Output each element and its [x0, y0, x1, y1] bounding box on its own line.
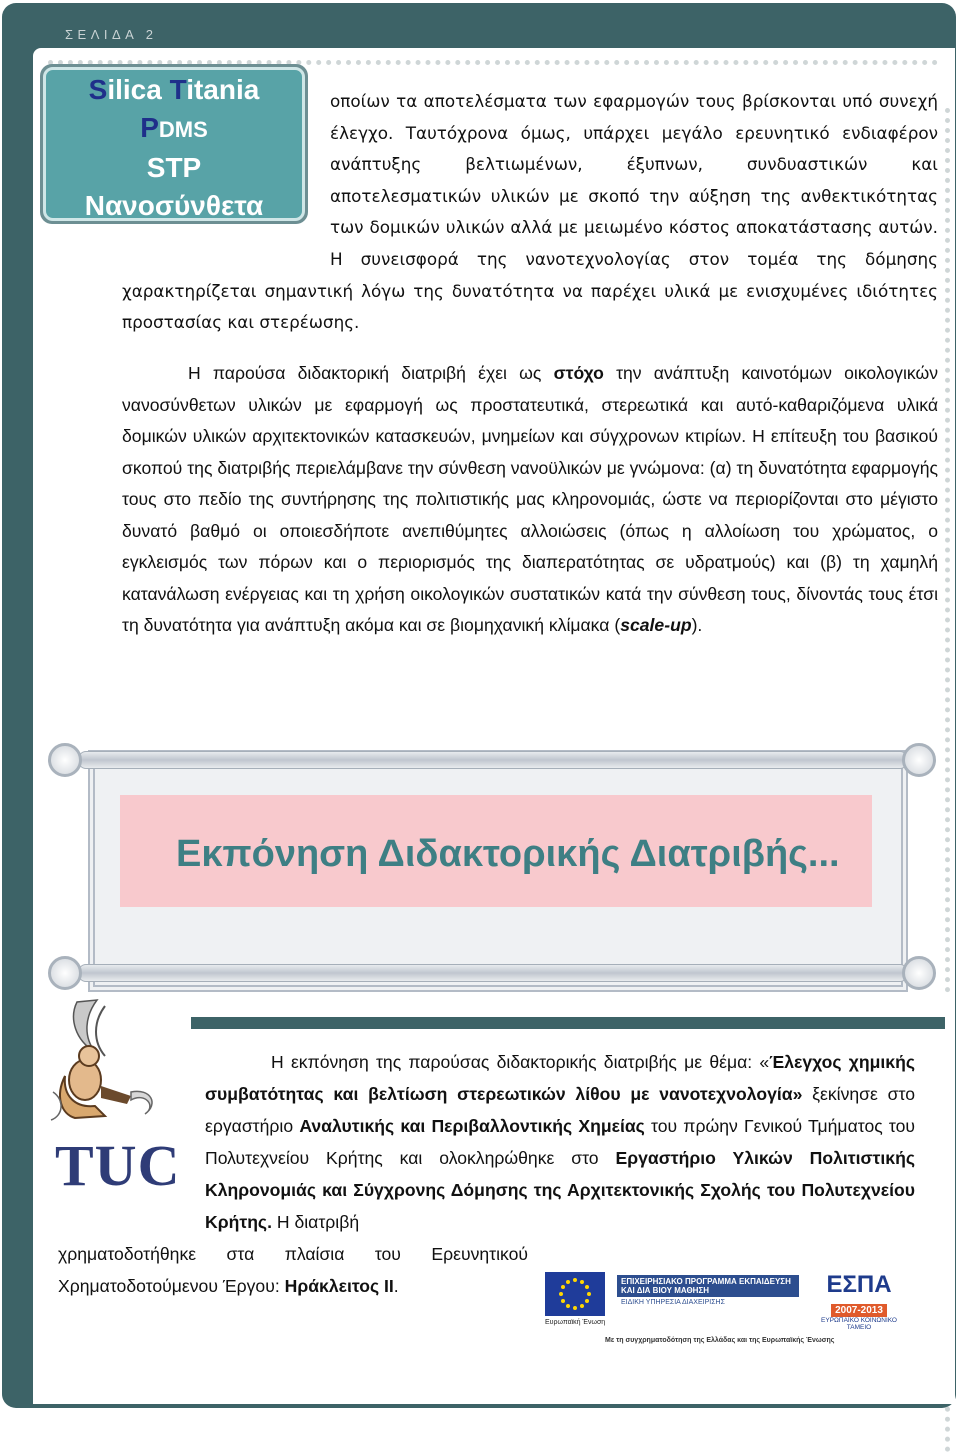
logo-text: itania [186, 74, 260, 105]
tuc-label: TUC [55, 1133, 181, 1198]
logo-letter: S [88, 74, 108, 105]
op-logo [617, 1275, 799, 1331]
funding-bold: Ηράκλειτος ΙΙ [284, 1276, 394, 1296]
thesis-paragraph [205, 1046, 915, 1238]
eu-flag-icon [545, 1272, 605, 1316]
intro-text: οποίων τα αποτελέσματα των εφαρμογών τους βρίσκονται υπό συνεχή έλεγχο. Ταυτόχρονα όμως, υπάρχει μεγάλο ερευνητικό ενδιαφέρον ανάπτυξης βελτιωμένων, έξυπνων, συνδυαστικών και αποτελεσματικών υλικών με σκοπό την αύξηση της ανθεκτικότητας των δομικών υλικών αλλά με μειωμένο κόστος αποκατάστασης αυτών. Η συνεισφορά της νανοτεχνολογίας στον τομέα της δόμησης χαρακτηρίζεται σημαντική λόγω της δυνατότητα να παρέχει υλικά με ενισχυμένες ιδιότητες προστασίας και στερέωσης. [122, 91, 938, 333]
objective-bold: στόχο [553, 363, 604, 383]
objective-text: Η παρούσα διδακτορική διατριβή έχει ως [188, 363, 554, 383]
thesis-text: Η διατριβή [271, 1212, 360, 1232]
logo-text: STP [146, 152, 202, 183]
sphinx-icon [35, 996, 165, 1131]
funding-text: χρηματοδοτήθηκε στα πλαίσια του Ερευνητικού Χρηματοδοτούμενου Έργου: [58, 1244, 528, 1296]
funding-text: . [393, 1276, 399, 1296]
espa-fund: ΕΥΡΩΠΑΪΚΟ ΚΟΙΝΩΝΙΚΟ ΤΑΜΕΙΟ [821, 1317, 897, 1331]
banner-title: Εκπόνηση Διδακτορικής Διατριβής... [176, 833, 840, 875]
tuc-logo [35, 996, 190, 1196]
page-label: ΣΕΛΙΔΑ 2 [65, 27, 158, 42]
espa-label: ΕΣΠΑ [826, 1271, 892, 1298]
sponsor-caption: Με τη συγχρηματοδότηση της Ελλάδας και της Ευρωπαϊκής Ένωσης [605, 1337, 835, 1344]
funding-paragraph [58, 1238, 528, 1302]
op-subtitle: ΕΙΔΙΚΗ ΥΠΗΡΕΣΙΑ ΔΙΑΧΕΙΡΙΣΗΣ [621, 1299, 725, 1306]
espa-logo [811, 1272, 907, 1332]
thesis-bold: Εργαστήριο Υλικών Πολιτιστικής Κληρονομιάς και Σύγχρονης Δόμησης της Αρχιτεκτονικής Σχολής του Πολυτεχνείου Κρήτης. [205, 1148, 915, 1232]
logo-letter: P [140, 112, 159, 143]
logo-text: ilica [107, 74, 170, 105]
objective-italic: scale-up [620, 615, 692, 635]
thesis-text: ξεκίνησε στο εργαστήριο [205, 1084, 915, 1136]
thesis-text: του πρώην Γενικού Τμήματος του Πολυτεχνείου Κρήτης και ολοκληρώθηκε στο [205, 1116, 915, 1168]
thesis-bold: Έλεγχος χημικής συμβατότητας και βελτίωση στερεωτικών λίθου με νανοτεχνολογία» [205, 1052, 915, 1104]
sponsor-logos [545, 1272, 907, 1352]
intro-paragraph [122, 86, 938, 339]
objective-text: ). [691, 615, 703, 635]
thesis-text: Η εκπόνηση της παρούσας διδακτορικής διατριβής με θέμα: « [271, 1052, 770, 1072]
espa-years: 2007-2013 [831, 1304, 887, 1317]
logo-text: DMS [158, 117, 208, 142]
logo-text: Νανοσύνθετα [84, 190, 264, 221]
objective-text: την ανάπτυξη καινοτόμων οικολογικών νανοσύνθετων υλικών με εφαρμογή ως προστατευτικά, στερεωτικά και αυτό-καθαριζόμενα υλικά δομικών υλικών αρχιτεκτονικών κατασκευών, μνημείων και σύγχρονων κτιρίων. Η επίτευξη του βασικού σκοπού της διατριβής περιελάμβανε την σύνθεση νανοϋλικών με γνώμονα: (α) τη δυνατότητα εφαρμογής τους στο πεδίο της συντήρησης της πολιτιστικής μας κληρονομιάς, ώστε να περιορίζονται στο μέγιστο δυνατό βαθμό οι οποιεσδήποτε ανεπιθύμητες αλλοιώσεις (όπως η αλλοίωση του χρώματος, ο εγκλεισμός των πόρων και ο περιορισμός της διαπερατότητας σε υδρατμούς) και (β) τη χαμηλή κατανάλωση ενέργειας και τη χρήση οικολογικών συστατικών κατά την σύνθεση τους, δίνοντάς τους έτσι τη δυνατότητα για ανάπτυξη ακόμα και σε βιομηχανική κλίμακα ( [122, 363, 938, 635]
objective-paragraph [122, 358, 938, 642]
logo-letter: T [169, 74, 187, 105]
thesis-bold: Αναλυτικής και Περιβαλλοντικής Χημείας [299, 1116, 645, 1136]
eu-label: Ευρωπαϊκή Ένωση [545, 1319, 606, 1326]
op-title: ΕΠΙΧΕΙΡΗΣΙΑΚΟ ΠΡΟΓΡΑΜΜΑ ΕΚΠΑΙΔΕΥΣΗ ΚΑΙ ΔΙΑ ΒΙΟΥ ΜΑΘΗΣΗ [617, 1275, 799, 1297]
